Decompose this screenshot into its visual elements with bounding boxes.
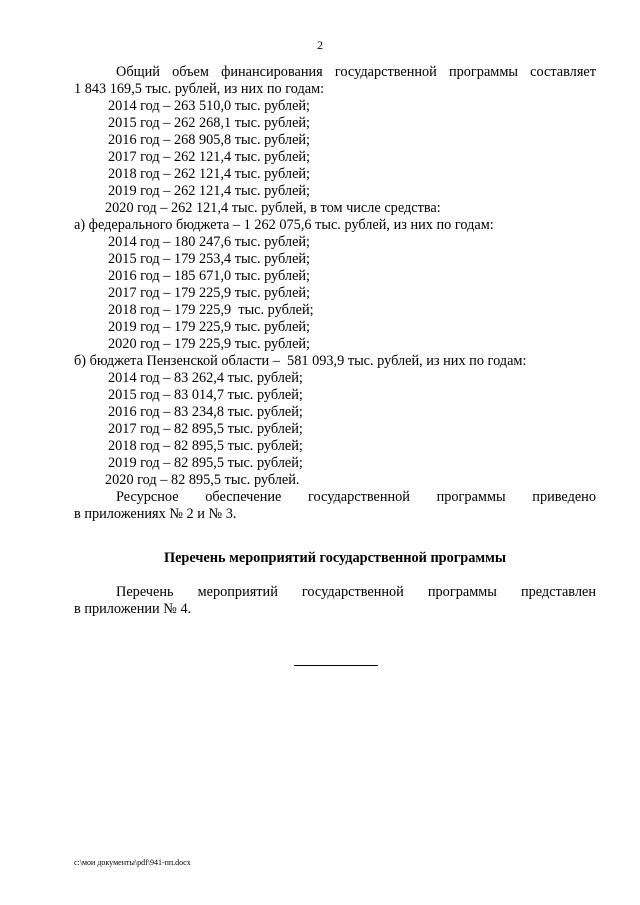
- total-year-2020: 2020 год – 262 121,4 тыс. рублей, в том числе средства:: [105, 200, 441, 216]
- federal-year-2015: 2015 год – 179 253,4 тыс. рублей;: [108, 251, 311, 267]
- intro-line-1: Общий объем финансирования государственной программы составляет: [116, 64, 596, 80]
- total-year-2019: 2019 год – 262 121,4 тыс. рублей;: [108, 183, 311, 199]
- federal-year-2014: 2014 год – 180 247,6 тыс. рублей;: [108, 234, 311, 250]
- total-year-2014: 2014 год – 263 510,0 тыс. рублей;: [108, 98, 311, 114]
- federal-year-2016: 2016 год – 185 671,0 тыс. рублей;: [108, 268, 311, 284]
- section-heading: Перечень мероприятий государственной программы: [163, 550, 507, 566]
- federal-header: а) федерального бюджета – 1 262 075,6 тыс. рублей, из них по годам:: [74, 217, 494, 233]
- regional-year-2015: 2015 год – 83 014,7 тыс. рублей;: [108, 387, 303, 403]
- spacer: [74, 567, 596, 584]
- regional-year-2014: 2014 год – 83 262,4 тыс. рублей;: [108, 370, 303, 386]
- regional-year-2020: 2020 год – 82 895,5 тыс. рублей.: [105, 472, 300, 488]
- regional-year-2018: 2018 год – 82 895,5 тыс. рублей;: [108, 438, 303, 454]
- intro-line-2: 1 843 169,5 тыс. рублей, из них по годам:: [74, 81, 325, 97]
- total-year-2017: 2017 год – 262 121,4 тыс. рублей;: [108, 149, 311, 165]
- footer-file-path: c:\мои документы\pdf\941-пп.docx: [74, 858, 191, 867]
- total-year-2018: 2018 год – 262 121,4 тыс. рублей;: [108, 166, 311, 182]
- section-line-1: Перечень мероприятий государственной программы представлен: [116, 584, 596, 600]
- section-line-2: в приложении № 4.: [74, 601, 192, 617]
- resource-line-1: Ресурсное обеспечение государственной программы приведено: [116, 489, 596, 505]
- federal-year-2018: 2018 год – 179 225,9 тыс. рублей;: [108, 302, 314, 318]
- total-year-2015: 2015 год – 262 268,1 тыс. рублей;: [108, 115, 311, 131]
- end-divider: [294, 665, 378, 666]
- regional-year-2016: 2016 год – 83 234,8 тыс. рублей;: [108, 404, 303, 420]
- resource-line-2: в приложениях № 2 и № 3.: [74, 506, 237, 522]
- document-body: [74, 64, 596, 618]
- regional-year-2017: 2017 год – 82 895,5 тыс. рублей;: [108, 421, 303, 437]
- regional-year-2019: 2019 год – 82 895,5 тыс. рублей;: [108, 455, 303, 471]
- page-number: 2: [317, 38, 323, 52]
- total-year-2016: 2016 год – 268 905,8 тыс. рублей;: [108, 132, 311, 148]
- regional-header: б) бюджета Пензенской области – 581 093,9 тыс. рублей, из них по годам:: [74, 353, 527, 369]
- federal-year-2019: 2019 год – 179 225,9 тыс. рублей;: [108, 319, 311, 335]
- federal-year-2020: 2020 год – 179 225,9 тыс. рублей;: [108, 336, 311, 352]
- federal-year-2017: 2017 год – 179 225,9 тыс. рублей;: [108, 285, 311, 301]
